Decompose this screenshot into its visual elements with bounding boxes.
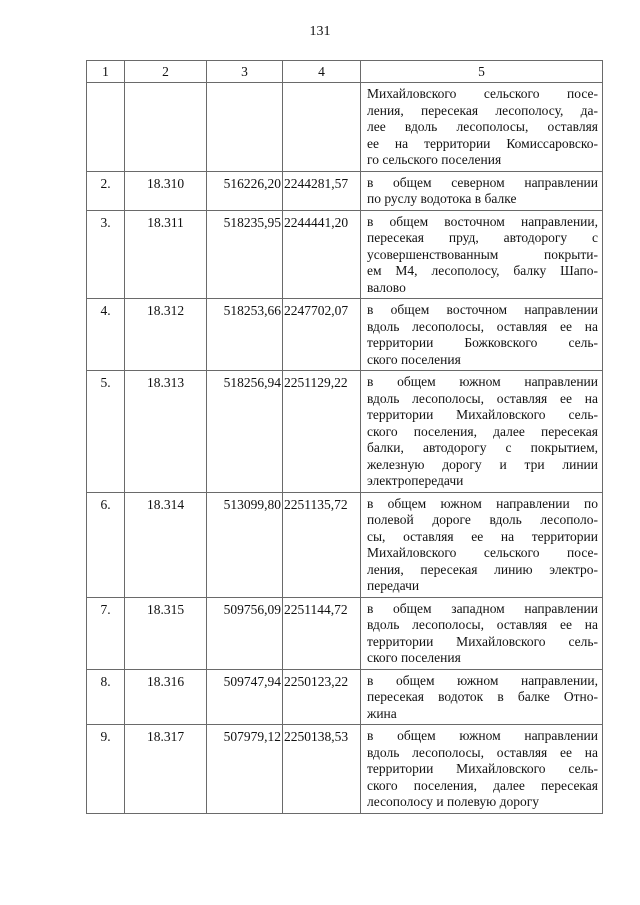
coordinate-y-cell: 2244441,20 (283, 210, 361, 299)
point-number-cell: 18.313 (125, 371, 207, 493)
description-line: в общем южном направлении по (367, 495, 598, 511)
point-number-cell: 18.314 (125, 492, 207, 597)
description-line: Михайловского сельского посе- (367, 545, 598, 560)
description-line: в общем восточном направлении, (367, 213, 598, 229)
description-cell (361, 725, 603, 814)
description-line: территории Михайловского сель- (367, 633, 598, 649)
description-cell (361, 492, 603, 597)
column-header: 3 (207, 61, 283, 83)
description-line: в общем южном направлении (367, 728, 598, 743)
description-line: ее на территории Комиссаровско- (367, 135, 598, 151)
description-line: территории Михайловского сель- (367, 407, 598, 422)
point-number-cell (125, 83, 207, 172)
description-line: по руслу водотока в балке (367, 191, 517, 206)
point-number-cell: 18.315 (125, 597, 207, 669)
table-row (87, 492, 603, 597)
point-number-cell: 18.311 (125, 210, 207, 299)
description-cell (361, 597, 603, 669)
description-line: ского поселения (367, 650, 461, 665)
row-number-cell (87, 83, 125, 172)
coordinate-y-cell: 2251135,72 (283, 492, 361, 597)
table-row (87, 171, 603, 210)
column-header: 1 (87, 61, 125, 83)
column-header: 2 (125, 61, 207, 83)
coordinate-x-cell: 518256,94 (207, 371, 283, 493)
description-line: ления, пересекая лесополосу, да- (367, 102, 598, 118)
coordinate-x-cell: 513099,80 (207, 492, 283, 597)
description-line: ского поселения, далее пересекая (367, 423, 598, 439)
point-number-cell: 18.317 (125, 725, 207, 814)
row-number-cell: 3. (87, 210, 125, 299)
description-cell (361, 669, 603, 725)
row-number-cell: 7. (87, 597, 125, 669)
description-cell (361, 83, 603, 172)
coordinate-x-cell: 518253,66 (207, 299, 283, 371)
table-row (87, 597, 603, 669)
coordinate-y-cell: 2251129,22 (283, 371, 361, 493)
coordinate-y-cell: 2250138,53 (283, 725, 361, 814)
description-line: го сельского поселения (367, 152, 502, 167)
row-number-cell: 5. (87, 371, 125, 493)
description-cell (361, 210, 603, 299)
description-line: Михайловского сельского посе- (367, 86, 598, 101)
coordinate-x-cell (207, 83, 283, 172)
description-cell (361, 299, 603, 371)
description-cell (361, 371, 603, 493)
description-line: лесополосу и полевую дорогу (367, 794, 540, 809)
coordinate-x-cell: 509756,09 (207, 597, 283, 669)
page-number: 131 (309, 24, 331, 39)
description-line: полевой дороге вдоль лесополо- (367, 512, 598, 527)
description-line: ского поселения (367, 351, 461, 367)
description-line: в общем западном направлении (367, 600, 598, 616)
table-row (87, 210, 603, 299)
description-line: электропередачи (367, 473, 464, 488)
boundary-table (86, 60, 603, 814)
description-line: валово (367, 279, 406, 295)
description-line: сы, оставляя ее на территории (367, 528, 598, 544)
coordinate-y-cell: 2251144,72 (283, 597, 361, 669)
table-row (87, 725, 603, 814)
table-row (87, 299, 603, 371)
point-number-cell: 18.312 (125, 299, 207, 371)
coordinate-y-cell (283, 83, 361, 172)
row-number-cell: 6. (87, 492, 125, 597)
column-header: 4 (283, 61, 361, 83)
description-line: железную дорогу и три линии (367, 456, 598, 472)
coordinate-y-cell: 2250123,22 (283, 669, 361, 725)
description-line: территории Михайловского сель- (367, 761, 598, 776)
table-header-row (87, 61, 603, 83)
description-line: территории Божковского сель- (367, 335, 598, 350)
coordinate-x-cell: 516226,20 (207, 171, 283, 210)
description-line: пересекая водоток в балке Отно- (367, 689, 598, 704)
description-line: ского поселения, далее пересекая (367, 777, 598, 793)
row-number-cell: 4. (87, 299, 125, 371)
description-line: вдоль лесополосы, оставляя ее на (367, 390, 598, 406)
coordinate-x-cell: 507979,12 (207, 725, 283, 814)
point-number-cell: 18.310 (125, 171, 207, 210)
description-line: в общем восточном направлении (367, 302, 598, 317)
description-line: лее вдоль лесополосы, оставляя (367, 119, 598, 134)
description-line: вдоль лесополосы, оставляя ее на (367, 318, 598, 334)
description-line: в общем южном направлении, (367, 672, 598, 688)
table-row (87, 371, 603, 493)
description-line: усовершенствованным покрыти- (367, 246, 598, 262)
description-line: в общем южном направлении (367, 374, 598, 389)
row-number-cell: 9. (87, 725, 125, 814)
description-line: в общем северном направлении (367, 174, 598, 190)
description-line: пересекая пруд, автодорогу с (367, 230, 598, 245)
description-line: ления, пересекая линию электро- (367, 561, 598, 577)
row-number-cell: 2. (87, 171, 125, 210)
coordinate-x-cell: 509747,94 (207, 669, 283, 725)
table-row (87, 83, 603, 172)
coordinate-x-cell: 518235,95 (207, 210, 283, 299)
table-row (87, 669, 603, 725)
coordinate-y-cell: 2244281,57 (283, 171, 361, 210)
description-line: ем М4, лесополосу, балку Шапо- (367, 263, 598, 278)
description-line: вдоль лесополосы, оставляя ее на (367, 744, 598, 760)
description-cell (361, 171, 603, 210)
description-line: жина (367, 705, 397, 721)
point-number-cell: 18.316 (125, 669, 207, 725)
description-line: вдоль лесополосы, оставляя ее на (367, 617, 598, 632)
row-number-cell: 8. (87, 669, 125, 725)
coordinate-y-cell: 2247702,07 (283, 299, 361, 371)
description-line: балки, автодорогу с покрытием, (367, 440, 598, 455)
column-header: 5 (361, 61, 603, 83)
description-line: передачи (367, 578, 420, 593)
